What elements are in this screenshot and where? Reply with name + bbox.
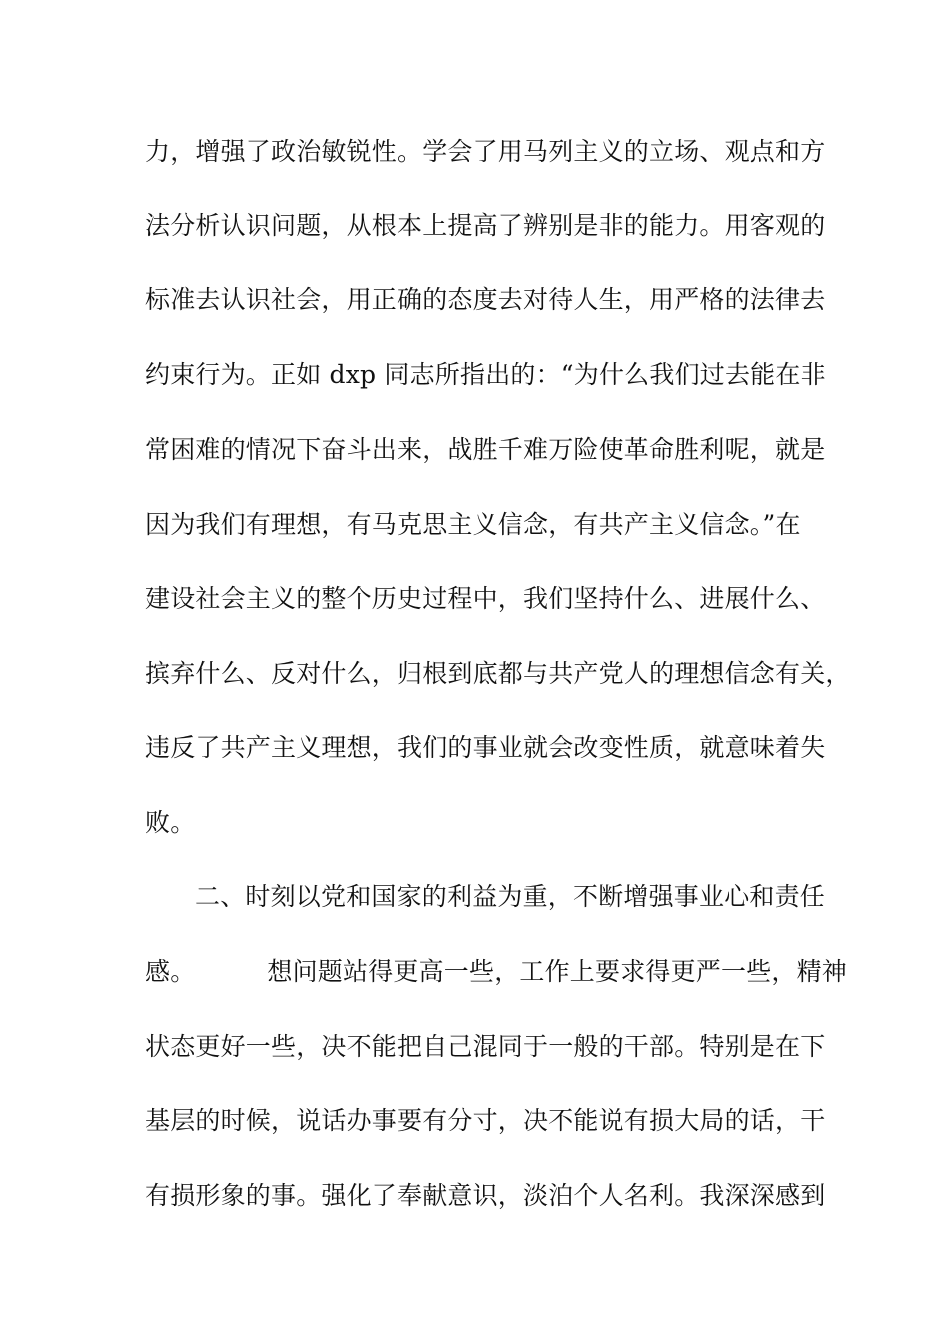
- text-line: 败。: [145, 808, 196, 837]
- text-line: 常困难的情况下奋斗出来，战胜千难万险使革命胜利呢，就是: [145, 435, 826, 464]
- text-line: 基层的时候，说话办事要有分寸，决不能说有损大局的话，干: [145, 1106, 826, 1135]
- text-line: 因为我们有理想，有马克思主义信念，有共产主义信念。”在: [145, 510, 801, 539]
- text-line: 摈弃什么、反对什么，归根到底都与共产党人的理想信念有关，: [145, 659, 851, 688]
- text-line: 建设社会主义的整个历史过程中，我们坚持什么、进展什么、: [145, 584, 826, 613]
- section-heading-line: 二、时刻以党和国家的利益为重，不断增强事业心和责任: [195, 882, 826, 911]
- text-line: 约束行为。正如 dxp 同志所指出的：“为什么我们过去能在非: [145, 360, 826, 389]
- text-line: 违反了共产主义理想，我们的事业就会改变性质，就意味着失: [145, 733, 826, 762]
- text-line: 法分析认识问题，从根本上提高了辨别是非的能力。用客观的: [145, 211, 826, 240]
- text-line: 力，增强了政治敏锐性。学会了用马列主义的立场、观点和方: [145, 137, 826, 166]
- text-line: 标准去认识社会，用正确的态度去对待人生，用严格的法律去: [145, 285, 826, 314]
- text-line: 状态更好一些，决不能把自己混同于一般的干部。特别是在下: [145, 1032, 826, 1061]
- paragraph-start-text: 想问题站得更高一些，工作上要求得更严一些，精神: [267, 957, 848, 986]
- text-line: 有损形象的事。强化了奉献意识，淡泊个人名利。我深深感到: [145, 1181, 826, 1210]
- text-line-mixed: [145, 952, 848, 992]
- section-heading-end: 感。: [145, 957, 196, 986]
